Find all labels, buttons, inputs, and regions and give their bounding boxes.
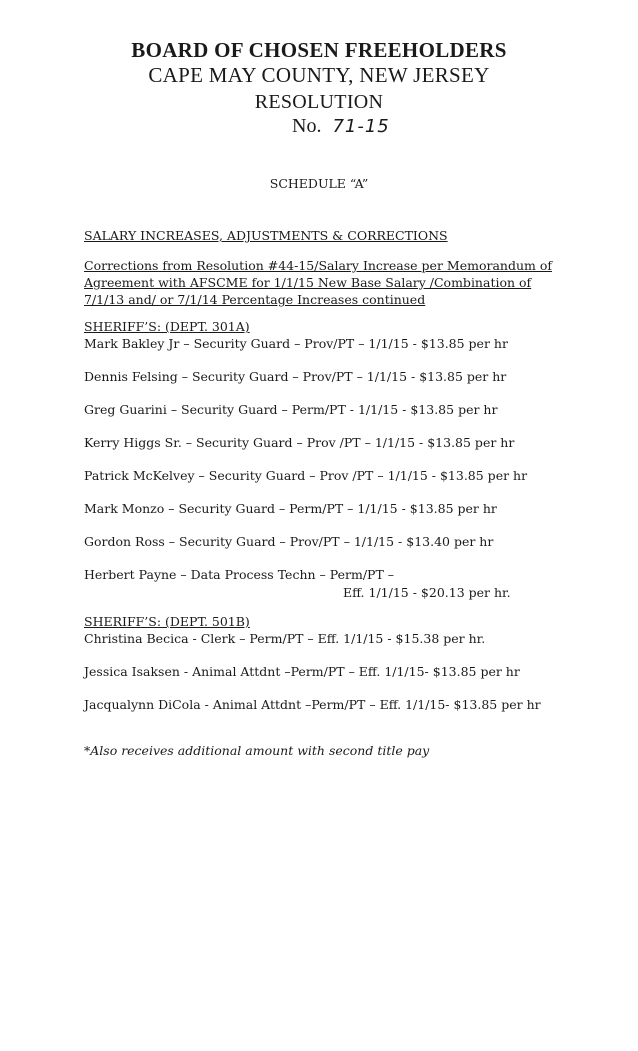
dept-501b-heading: SHERIFF’S: (DEPT. 501B)	[84, 614, 250, 629]
schedule-title: SCHEDULE “A”	[269, 176, 369, 191]
salary-entry: Jacqualynn DiCola - Animal Attdnt –Perm/PT – Eff. 1/1/15- $13.85 per hr	[84, 697, 541, 712]
resolution-number	[292, 115, 390, 138]
corrections-line-3: 7/1/13 and/ or 7/1/14 Percentage Increases continued	[84, 292, 426, 307]
salary-entry: Jessica Isaksen - Animal Attdnt –Perm/PT – Eff. 1/1/15- $13.85 per hr	[84, 664, 520, 679]
footnote: *Also receives additional amount with second title pay	[84, 743, 430, 758]
board-title: BOARD OF CHOSEN FREEHOLDERS	[131, 38, 507, 62]
resolution-number-value: 71-15	[332, 116, 390, 137]
salary-entry: Christina Becica - Clerk – Perm/PT – Eff. 1/1/15 - $15.38 per hr.	[84, 631, 486, 646]
county-title: CAPE MAY COUNTY, NEW JERSEY	[148, 63, 490, 87]
dept-301a-heading: SHERIFF’S: (DEPT. 301A)	[84, 319, 250, 334]
resolution-number-label: No.	[292, 115, 322, 137]
resolution-title: RESOLUTION	[254, 91, 384, 113]
salary-entry: Mark Monzo – Security Guard – Perm/PT – 1/1/15 - $13.85 per hr	[84, 501, 497, 516]
section-title: SALARY INCREASES, ADJUSTMENTS & CORRECTIONS	[84, 228, 448, 243]
salary-entry-continuation: Eff. 1/1/15 - $20.13 per hr.	[343, 585, 511, 600]
salary-entry: Kerry Higgs Sr. – Security Guard – Prov /PT – 1/1/15 - $13.85 per hr	[84, 435, 515, 450]
salary-entry: Mark Bakley Jr – Security Guard – Prov/PT – 1/1/15 - $13.85 per hr	[84, 336, 508, 351]
salary-entry: Gordon Ross – Security Guard – Prov/PT – 1/1/15 - $13.40 per hr	[84, 534, 494, 549]
salary-entry: Patrick McKelvey – Security Guard – Prov /PT – 1/1/15 - $13.85 per hr	[84, 468, 528, 483]
salary-entry: Herbert Payne – Data Process Techn – Perm/PT –	[84, 567, 395, 582]
corrections-line-2: Agreement with AFSCME for 1/1/15 New Base Salary /Combination of	[84, 275, 532, 290]
salary-entry: Greg Guarini – Security Guard – Perm/PT - 1/1/15 - $13.85 per hr	[84, 402, 498, 417]
corrections-line-1: Corrections from Resolution #44-15/Salary Increase per Memorandum of	[84, 258, 552, 273]
salary-entry: Dennis Felsing – Security Guard – Prov/PT – 1/1/15 - $13.85 per hr	[84, 369, 507, 384]
